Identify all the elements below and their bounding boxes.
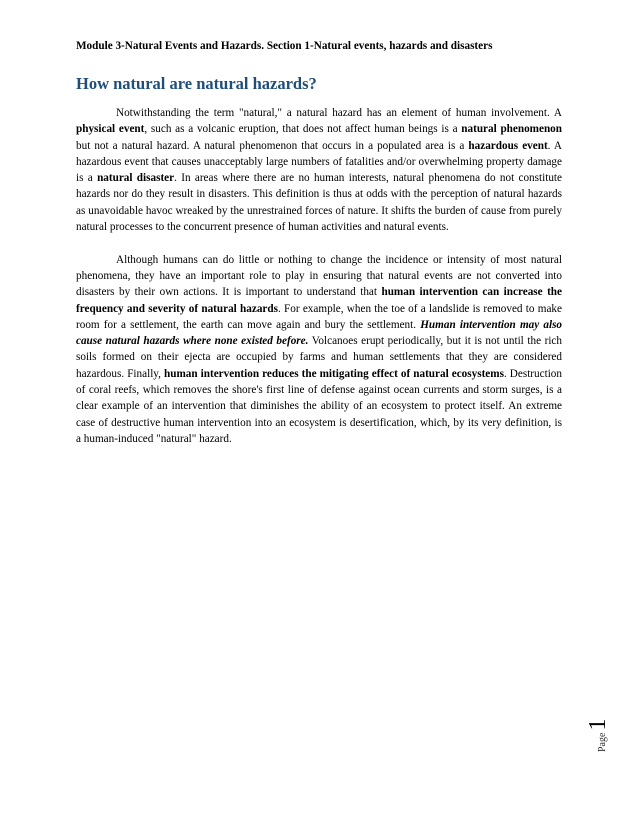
page-number-block <box>586 700 626 752</box>
text-run: . For example, when the toe of a landslide is removed to make room for a settlement, the earth can move again and bury the settlement. <box>76 302 562 331</box>
paragraph-1 <box>76 105 562 235</box>
body-text <box>76 105 562 447</box>
emphasized-term: physical event <box>76 123 145 136</box>
text-run: . Destruction of coral reefs, which removes the shore's first line of defense against ocean currents and storm surges, is a clear example of an intervention that diminishes the ability of an ecosystem to protect itself. An extreme case of destructive human intervention into an ecosystem is desertification, which, by its very definition, is a human-induced "natural" hazard. <box>76 367 562 445</box>
text-run: , such as a volcanic eruption, that does not affect human beings is a <box>144 123 462 136</box>
text-run: but not a natural hazard. A natural phenomenon that occurs in a populated area is a <box>76 139 469 152</box>
text-run: Although humans can do little or nothing to change the incidence or intensity of most natural phenomena, they have an important role to play in ensuring that natural events are not converted into disasters by their own actions. It is important to understand that <box>76 253 562 299</box>
section-title: How natural are natural hazards? <box>76 74 317 93</box>
emphasized-term: human intervention reduces the mitigating effect of natural ecosystems <box>164 367 504 380</box>
text-run: . A hazardous event that causes unacceptably large numbers of fatalities and/or overwhelming property damage is a <box>76 139 562 185</box>
text-run: Volcanoes erupt periodically, but it is not until the rich soils formed on their ejecta are occupied by farms and human settlements that they are considered hazardous. Finally, <box>76 335 562 380</box>
running-header: Module 3-Natural Events and Hazards. Section 1-Natural events, hazards and disasters <box>76 40 493 52</box>
emphasized-term: natural phenomenon <box>461 123 563 136</box>
emphasized-statement: Human intervention may also cause natural hazards where none existed before. <box>76 318 563 348</box>
emphasized-term: natural disaster <box>97 172 175 185</box>
text-run: . In areas where there are no human interests, natural phenomena do not constitute hazards nor do they result in disasters. This definition is thus at odds with the perception of natural hazards as unavoidable havoc wreaked by the unrestrained forces of nature. It shifts the burden of cause from purely natural processes to the concurrent presence of human activities and natural events. <box>76 172 562 234</box>
emphasized-term: human intervention can increase the frequency and severity of natural hazards <box>76 286 562 315</box>
emphasized-term: hazardous event <box>468 139 548 152</box>
page-number: 1 <box>585 718 611 731</box>
paragraph-2 <box>76 252 562 448</box>
page-label: Page <box>597 732 608 752</box>
text-run: Notwithstanding the term "natural," a natural hazard has an element of human involvement. A <box>116 107 562 119</box>
